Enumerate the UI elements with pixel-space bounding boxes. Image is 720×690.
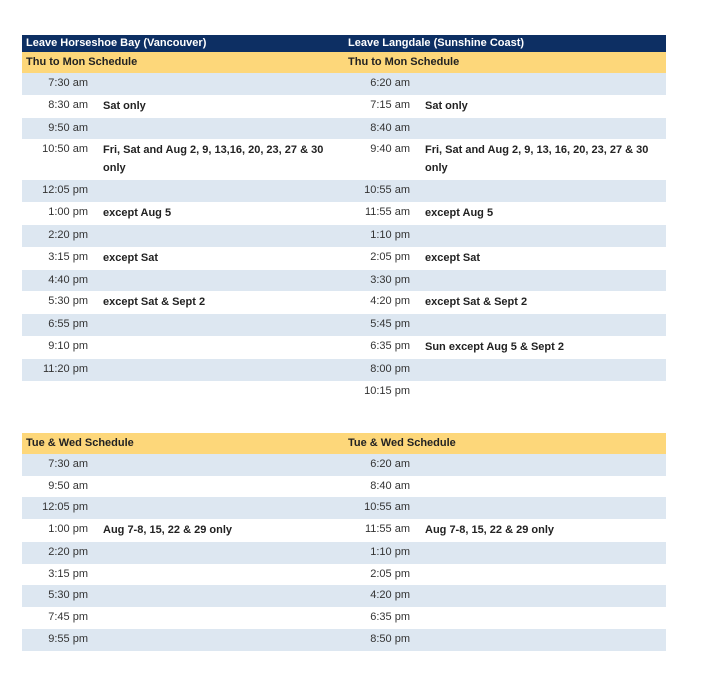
- departure-time: 8:40 am: [370, 479, 410, 492]
- langdale-departure: [344, 202, 666, 225]
- table-row: [22, 139, 666, 180]
- langdale-departure: [344, 542, 666, 561]
- horseshoe-bay-departure: [22, 73, 344, 92]
- horseshoe-bay-departure: [22, 118, 344, 137]
- departure-time: 9:10 pm: [48, 340, 88, 353]
- table-row: [22, 225, 666, 247]
- table-row: [22, 73, 666, 95]
- table-row: [22, 381, 666, 403]
- langdale-departure: [344, 225, 666, 244]
- langdale-departure: [344, 519, 666, 542]
- horseshoe-bay-departure: [22, 180, 344, 199]
- departure-time: 11:55 am: [364, 206, 410, 219]
- departure-time: 7:15 am: [370, 98, 410, 111]
- departure-note: [410, 478, 665, 492]
- departure-time: 8:50 pm: [370, 632, 410, 645]
- langdale-departure: [344, 180, 666, 199]
- departure-note: [410, 182, 665, 196]
- departure-time: 8:30 am: [48, 98, 88, 111]
- langdale-departure: [344, 270, 666, 289]
- horseshoe-bay-departure: [22, 542, 344, 561]
- horseshoe-bay-departure: [22, 270, 344, 289]
- departure-time: 8:40 am: [370, 121, 410, 134]
- table-row: [22, 585, 666, 607]
- departure-note: except Sat: [103, 251, 159, 264]
- langdale-departure: [344, 497, 666, 516]
- departure-note: except Sat & Sept 2: [103, 296, 206, 309]
- departure-note: [410, 120, 665, 134]
- departure-note: [410, 361, 665, 375]
- table-row: [22, 202, 666, 225]
- table-row: [22, 519, 666, 542]
- departure-note: except Sat: [425, 251, 481, 264]
- horseshoe-bay-departure: [22, 336, 344, 355]
- table-row: [22, 454, 666, 476]
- departure-time: 1:10 pm: [370, 229, 410, 242]
- direction-header: [22, 35, 666, 52]
- departure-note: [410, 544, 665, 558]
- horseshoe-bay-departure: [22, 454, 344, 473]
- departure-note: Sat only: [425, 99, 468, 112]
- langdale-departure: [344, 95, 666, 118]
- departure-note: [88, 609, 343, 623]
- langdale-departure: [344, 607, 666, 626]
- horseshoe-bay-departure: [22, 585, 344, 604]
- schedule-rows: [22, 454, 666, 651]
- departure-note: [88, 544, 343, 558]
- departure-note: [410, 631, 665, 645]
- table-row: [22, 564, 666, 586]
- departure-note: [88, 227, 343, 241]
- langdale-departure: [344, 336, 666, 359]
- departure-note: [88, 272, 343, 286]
- departure-note: [88, 631, 343, 645]
- departure-time: 1:00 pm: [48, 523, 88, 536]
- departure-time: 12:05 pm: [42, 184, 88, 197]
- departure-time: 1:10 pm: [370, 546, 410, 559]
- departure-note: Sun except Aug 5 & Sept 2: [425, 341, 564, 354]
- departure-note: [410, 227, 665, 241]
- departure-time: 6:35 pm: [370, 611, 410, 624]
- departure-time: 10:55 am: [364, 184, 410, 197]
- horseshoe-bay-departure: [22, 202, 344, 225]
- subheader-right: Tue & Wed Schedule: [348, 437, 456, 449]
- departure-note: except Aug 5: [103, 207, 172, 220]
- table-row: [22, 497, 666, 519]
- horseshoe-bay-departure: [22, 476, 344, 495]
- departure-time: 6:55 pm: [48, 318, 88, 331]
- departure-note: [88, 499, 343, 513]
- departure-time: 3:30 pm: [370, 273, 410, 286]
- departure-note: Fri, Sat and Aug 2, 9, 13,16, 20, 23, 27 & 30 only: [103, 144, 324, 175]
- departure-note: except Aug 5: [425, 207, 494, 220]
- table-row: [22, 314, 666, 336]
- departure-time: 11:55 am: [364, 523, 410, 536]
- departure-time: 9:40 am: [370, 143, 410, 156]
- horseshoe-bay-departure: [22, 139, 344, 180]
- departure-time: 9:50 am: [48, 479, 88, 492]
- langdale-departure: [344, 564, 666, 583]
- departure-time: 2:05 pm: [370, 250, 410, 263]
- departure-note: [410, 566, 665, 580]
- table-row: [22, 247, 666, 270]
- departure-time: 12:05 pm: [42, 501, 88, 514]
- departure-note: [410, 456, 665, 470]
- departure-time: 4:40 pm: [48, 273, 88, 286]
- langdale-departure: [344, 314, 666, 333]
- departure-note: Aug 7-8, 15, 22 & 29 only: [103, 524, 232, 537]
- departure-note: [88, 75, 343, 89]
- departure-time: 11:20 pm: [42, 363, 88, 376]
- departure-time: 2:20 pm: [48, 546, 88, 559]
- departure-time: 6:35 pm: [370, 340, 410, 353]
- departure-time: 1:00 pm: [48, 206, 88, 219]
- table-row: [22, 118, 666, 140]
- departure-note: Aug 7-8, 15, 22 & 29 only: [425, 524, 554, 537]
- departure-time: 2:20 pm: [48, 229, 88, 242]
- departure-note: [88, 338, 343, 352]
- departure-note: [88, 383, 343, 385]
- langdale-departure: [344, 629, 666, 648]
- departure-time: 7:30 am: [48, 458, 88, 470]
- langdale-departure: [344, 454, 666, 473]
- departure-time: 5:45 pm: [370, 318, 410, 331]
- departure-time: 5:30 pm: [48, 589, 88, 602]
- departure-note: [88, 456, 343, 470]
- departure-time: 6:20 am: [370, 77, 410, 89]
- departure-time: 9:50 am: [48, 121, 88, 134]
- tue-wed-schedule-table: [22, 433, 666, 651]
- table-row: [22, 629, 666, 651]
- horseshoe-bay-departure: [22, 314, 344, 333]
- horseshoe-bay-departure: [22, 225, 344, 244]
- departure-time: 10:15 pm: [364, 384, 410, 397]
- departure-note: [88, 566, 343, 580]
- departure-time: 7:45 pm: [48, 611, 88, 624]
- departure-time: 7:30 am: [48, 77, 88, 89]
- table-row: [22, 359, 666, 381]
- departure-note: [88, 361, 343, 375]
- thu-mon-schedule-table: [22, 35, 666, 403]
- departure-note: [410, 383, 665, 397]
- departure-time: 4:20 pm: [370, 295, 410, 308]
- schedule-subheader: [22, 52, 666, 73]
- langdale-departure: [344, 585, 666, 604]
- subheader-left: Tue & Wed Schedule: [26, 437, 134, 449]
- schedule-subheader: [22, 433, 666, 454]
- table-row: [22, 336, 666, 359]
- departure-time: 6:20 am: [370, 458, 410, 470]
- departure-time: 4:20 pm: [370, 589, 410, 602]
- departure-note: Fri, Sat and Aug 2, 9, 13, 16, 20, 23, 27 & 30 only: [425, 144, 649, 175]
- langdale-departure: [344, 476, 666, 495]
- horseshoe-bay-departure: [22, 291, 344, 314]
- horseshoe-bay-departure: [22, 564, 344, 583]
- departure-time: 5:30 pm: [48, 295, 88, 308]
- schedule-rows: [22, 73, 666, 403]
- table-row: [22, 180, 666, 202]
- departure-note: [410, 609, 665, 623]
- departure-time: 8:00 pm: [370, 363, 410, 376]
- header-left: Leave Horseshoe Bay (Vancouver): [26, 37, 207, 49]
- departure-note: [88, 316, 343, 330]
- departure-time: 10:50 am: [42, 143, 88, 156]
- table-row: [22, 476, 666, 498]
- departure-note: [88, 587, 343, 601]
- departure-time: 10:55 am: [364, 501, 410, 514]
- departure-note: [88, 120, 343, 134]
- table-row: [22, 291, 666, 314]
- departure-note: [410, 587, 665, 601]
- departure-note: [410, 499, 665, 513]
- departure-note: except Sat & Sept 2: [425, 296, 528, 309]
- departure-time: 3:15 pm: [48, 567, 88, 580]
- departure-note: [88, 478, 343, 492]
- langdale-departure: [344, 359, 666, 378]
- horseshoe-bay-departure: [22, 607, 344, 626]
- table-row: [22, 270, 666, 292]
- departure-note: [410, 272, 665, 286]
- table-row: [22, 542, 666, 564]
- langdale-departure: [344, 381, 666, 400]
- horseshoe-bay-departure: [22, 497, 344, 516]
- langdale-departure: [344, 73, 666, 92]
- langdale-departure: [344, 139, 666, 180]
- langdale-departure: [344, 291, 666, 314]
- departure-time: 2:05 pm: [370, 567, 410, 580]
- table-row: [22, 607, 666, 629]
- horseshoe-bay-departure: [22, 247, 344, 270]
- horseshoe-bay-departure: [22, 629, 344, 648]
- departure-time: 3:15 pm: [48, 250, 88, 263]
- horseshoe-bay-departure: [22, 359, 344, 378]
- departure-note: [410, 75, 665, 89]
- langdale-departure: [344, 118, 666, 137]
- departure-time: 9:55 pm: [48, 632, 88, 645]
- departure-note: [410, 316, 665, 330]
- subheader-left: Thu to Mon Schedule: [26, 56, 138, 68]
- departure-note: [88, 182, 343, 196]
- departure-note: Sat only: [103, 99, 146, 112]
- subheader-right: Thu to Mon Schedule: [348, 56, 460, 68]
- horseshoe-bay-departure: [22, 95, 344, 118]
- table-row: [22, 95, 666, 118]
- horseshoe-bay-departure: [22, 519, 344, 542]
- horseshoe-bay-departure: [22, 381, 344, 388]
- header-right: Leave Langdale (Sunshine Coast): [348, 37, 525, 49]
- langdale-departure: [344, 247, 666, 270]
